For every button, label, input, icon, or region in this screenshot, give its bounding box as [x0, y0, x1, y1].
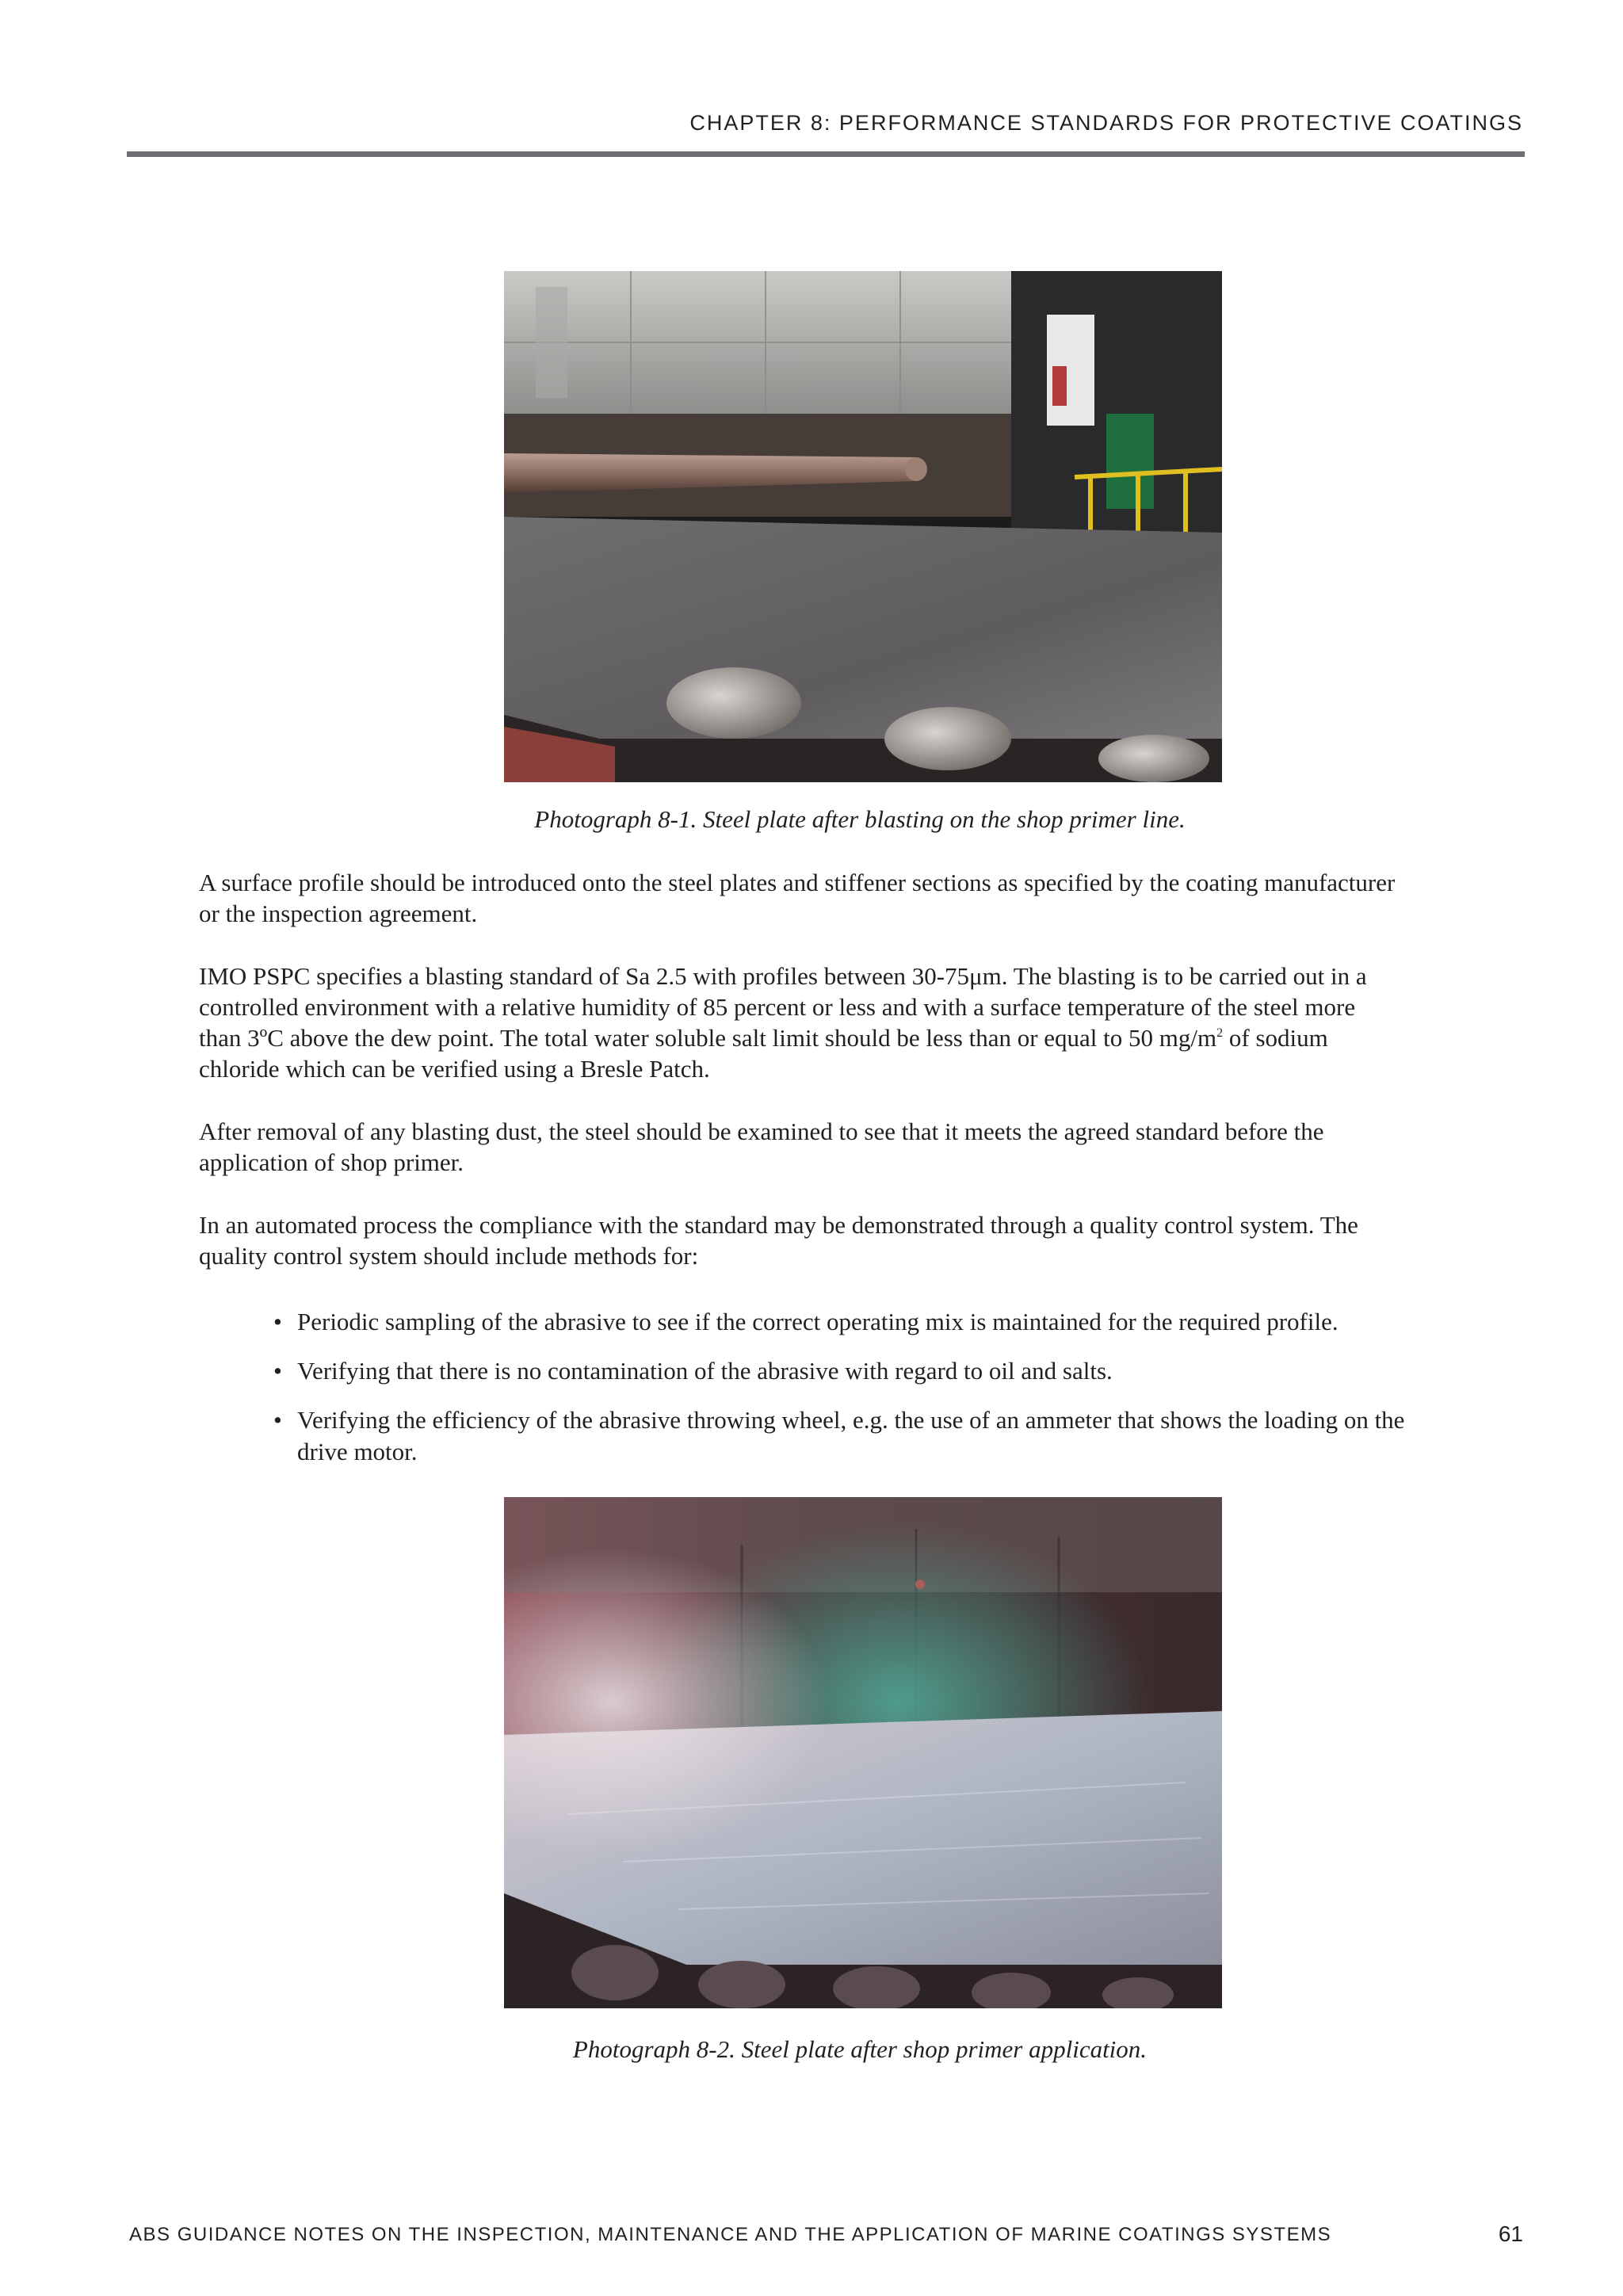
text-fragment: of sodium: [1223, 1024, 1328, 1052]
list-item: [273, 1306, 1526, 1338]
photo-caption: Photograph 8-2. Steel plate after shop primer application.: [572, 2035, 1148, 2063]
text-line: or the inspection agreement.: [199, 900, 478, 927]
text-fragment: than 3ºC above the dew point. The total water soluble salt limit should be less than or equal to 50 mg/m: [199, 1024, 1217, 1052]
bullet-icon: •: [273, 1406, 282, 1434]
text-line: In an automated process the compliance with the standard may be demonstrated through a quality control system. The: [199, 1211, 1358, 1239]
list-item-text: Verifying that there is no contamination of the abrasive with regard to oil and salts.: [297, 1357, 1113, 1385]
page-number: 61: [1498, 2222, 1523, 2246]
steel-plate-after-blasting-photo: [504, 271, 1222, 782]
text-line: A surface profile should be introduced onto the steel plates and stiffener sections as specified by the coating manufacturer: [199, 869, 1396, 896]
bullet-icon: •: [273, 1308, 282, 1335]
paragraph-automated-process: [199, 1209, 1524, 1271]
photo-caption: Photograph 8-1. Steel plate after blasting on the shop primer line.: [534, 805, 1186, 833]
bullet-icon: •: [273, 1357, 282, 1385]
text-line: controlled environment with a relative humidity of 85 percent or less and with a surface temperature of the steel more: [199, 993, 1356, 1021]
text-line: IMO PSPC specifies a blasting standard of Sa 2.5 with profiles between 30-75μm. The blasting is to be carried out in a: [199, 962, 1367, 990]
text-line: application of shop primer.: [199, 1148, 464, 1176]
list-item-text: Periodic sampling of the abrasive to see if the correct operating mix is maintained for the required profile.: [297, 1308, 1338, 1335]
text-line: [199, 1022, 1524, 1053]
list-item: [273, 1404, 1526, 1468]
superscript: 2: [1216, 1026, 1224, 1040]
header-divider: [127, 151, 1525, 157]
list-item-text: drive motor.: [297, 1438, 418, 1465]
list-item-text: Verifying the efficiency of the abrasive throwing wheel, e.g. the use of an ammeter that shows the loading on the: [297, 1406, 1405, 1434]
text-line: chloride which can be verified using a Bresle Patch.: [199, 1055, 710, 1083]
list-item: [273, 1355, 1526, 1387]
paragraph-surface-profile: [199, 867, 1524, 929]
text-line: After removal of any blasting dust, the steel should be examined to see that it meets the agreed standard before the: [199, 1117, 1324, 1145]
quality-control-methods-list: [273, 1306, 1526, 1485]
running-footer: ABS GUIDANCE NOTES ON THE INSPECTION, MAINTENANCE AND THE APPLICATION OF MARINE COATINGS SYSTEMS: [129, 2224, 1332, 2245]
running-header: CHAPTER 8: PERFORMANCE STANDARDS FOR PROTECTIVE COATINGS: [689, 111, 1523, 135]
paragraph-imo-pspc: [199, 961, 1524, 1084]
paragraph-blasting-dust: [199, 1116, 1524, 1178]
text-line: quality control system should include methods for:: [199, 1242, 699, 1270]
steel-plate-after-primer-photo: [504, 1497, 1222, 2008]
